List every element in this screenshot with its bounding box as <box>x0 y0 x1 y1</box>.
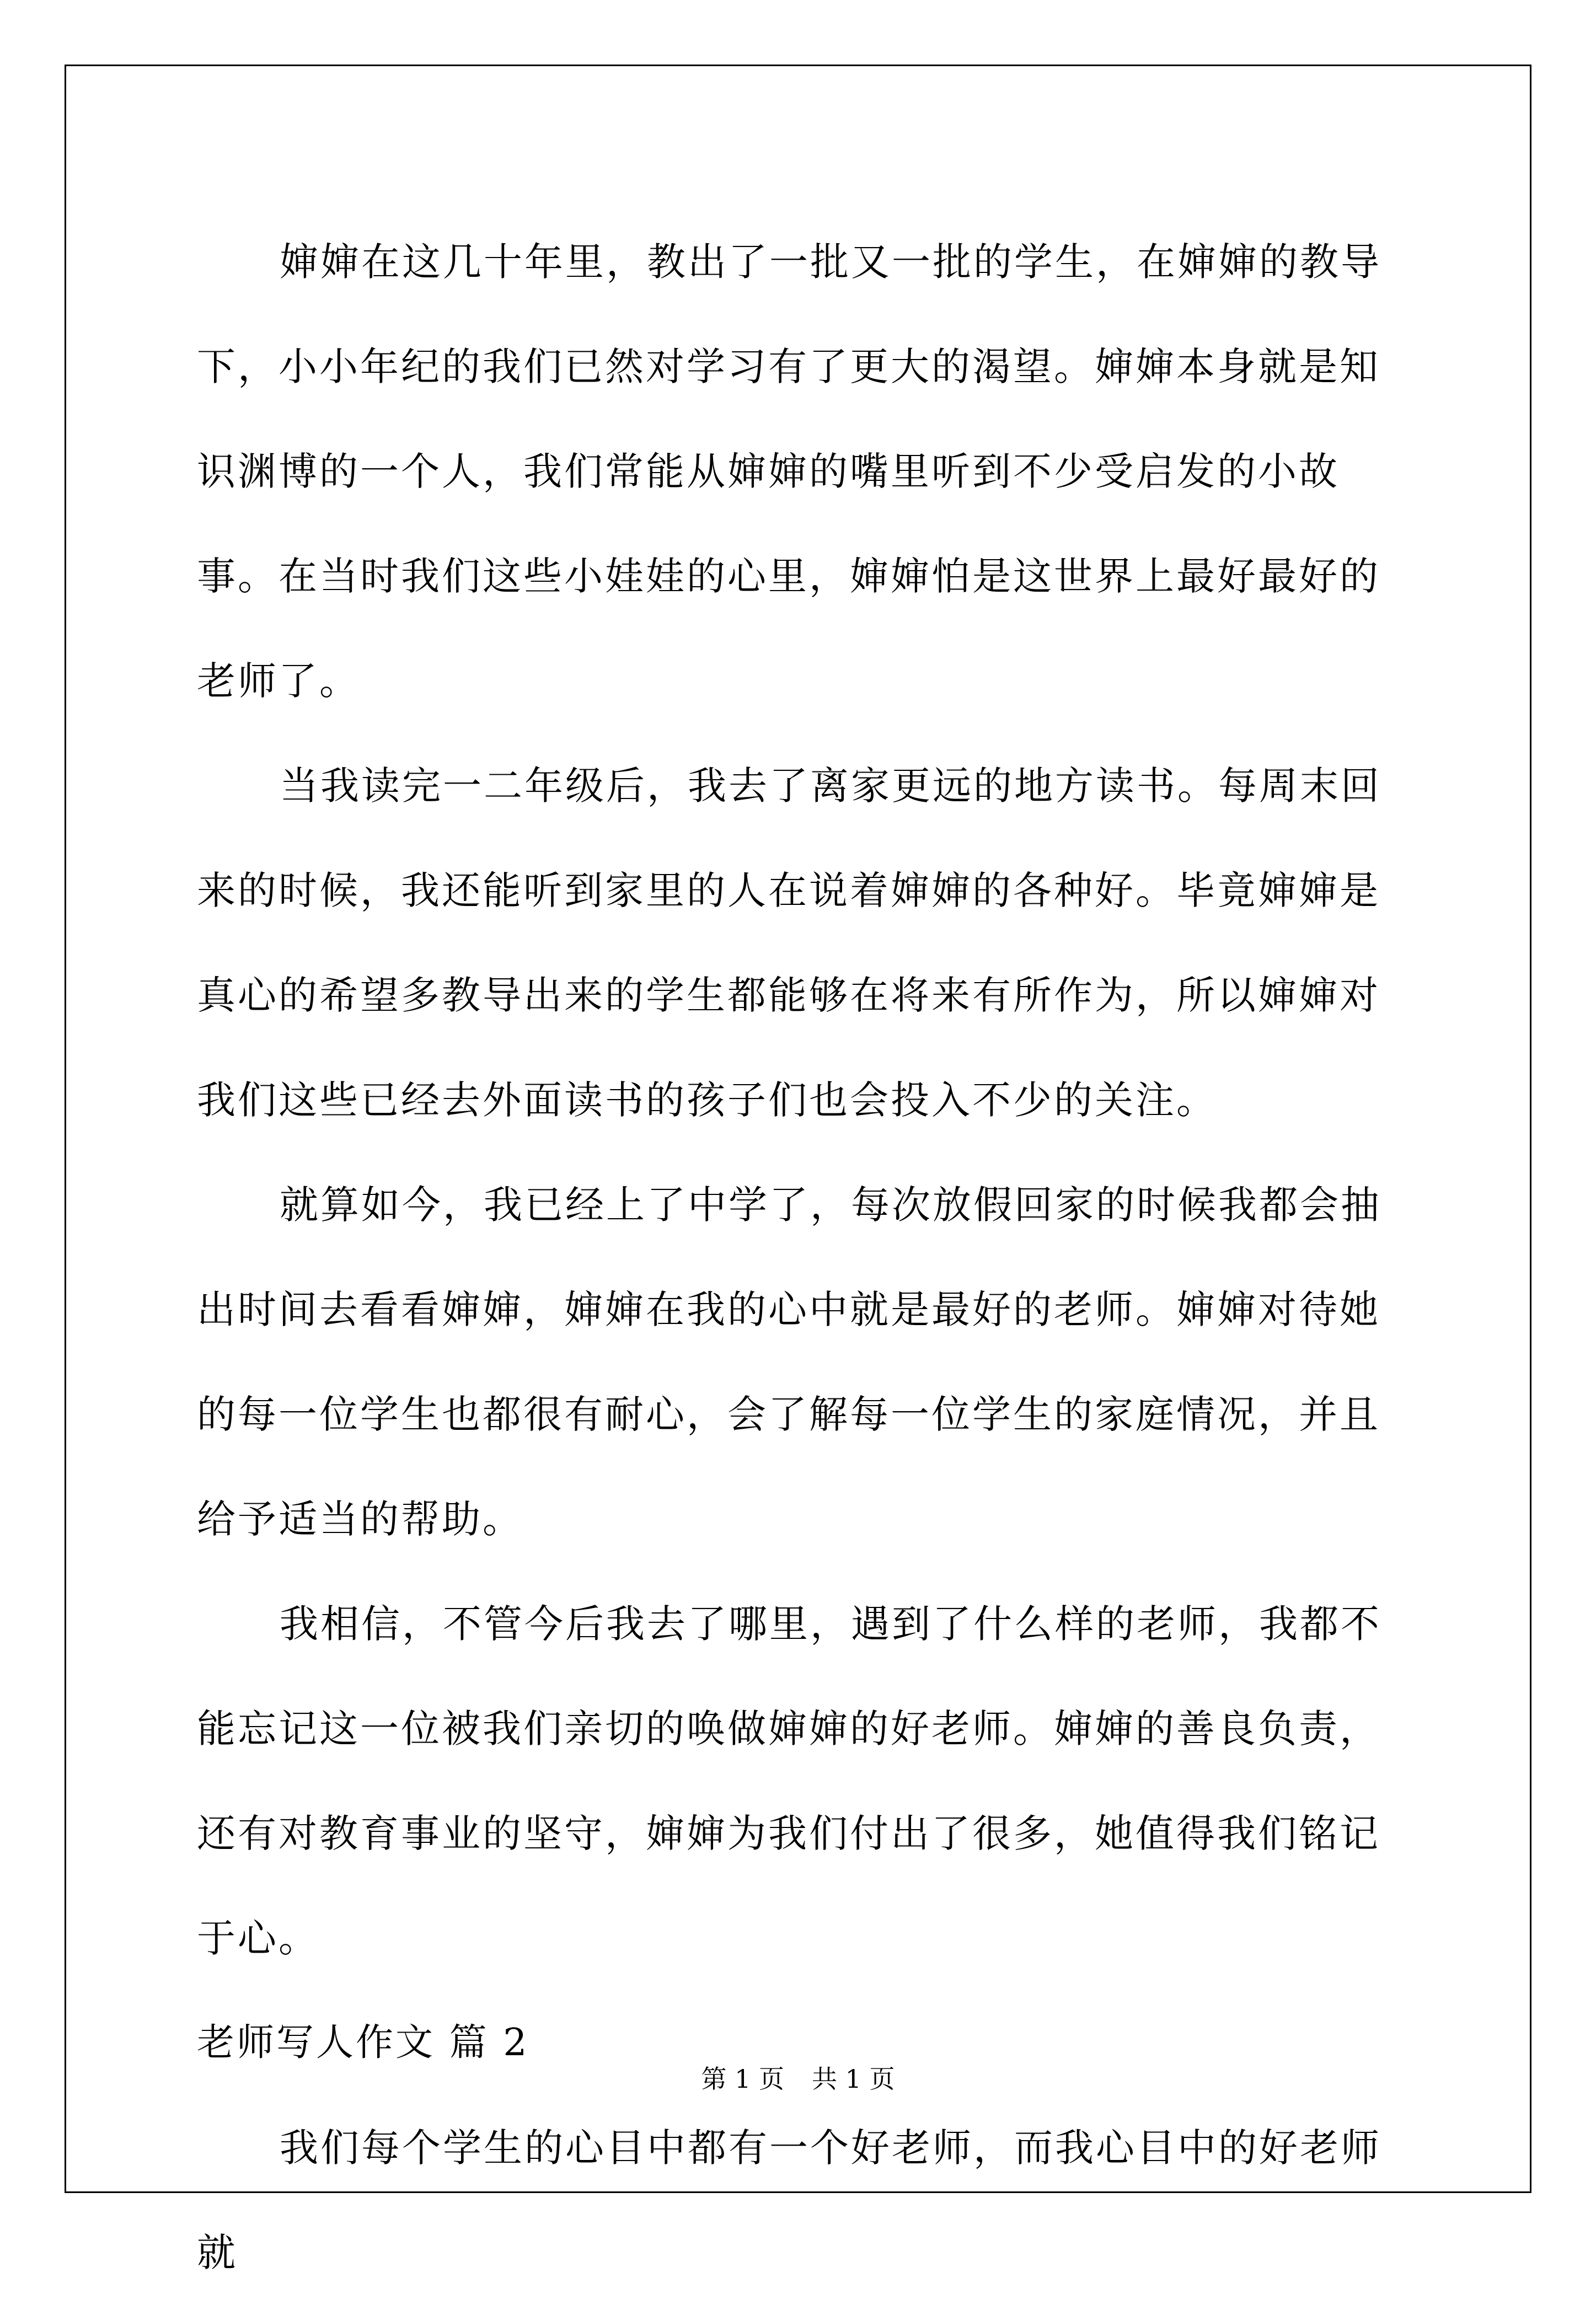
paragraph-5: 我们每个学生的心目中都有一个好老师，而我心目中的好老师就 <box>197 2125 1381 2275</box>
page-number: 第 1 页 <box>701 2064 784 2094</box>
document-body <box>197 210 1410 2305</box>
paragraph-2: 当我读完一二年级后，我去了离家更远的地方读书。每周末回来的时候，我还能听到家里的人在说着婶婶的各种好。毕竟婶婶是真心的希望多教导出来的学生都能够在将来有所作为，所以婶婶对我们这些已经去外面读书的孩子们也会投入不少的关注。 <box>197 763 1381 1123</box>
page-total: 共 1 页 <box>812 2064 895 2094</box>
page-footer <box>0 2062 1596 2095</box>
section-heading: 老师写人作文 篇 2 <box>197 2021 529 2065</box>
paragraph-1: 婶婶在这几十年里，教出了一批又一批的学生，在婶婶的教导下，小小年纪的我们已然对学习有了更大的渴望。婶婶本身就是知识渊博的一个人，我们常能从婶婶的嘴里听到不少受启发的小故事。在当时我们这些小娃娃的心里，婶婶怕是这世界上最好最好的老师了。 <box>197 239 1381 704</box>
paragraph-3: 就算如今，我已经上了中学了，每次放假回家的时候我都会抽出时间去看看婶婶，婶婶在我的心中就是最好的老师。婶婶对待她的每一位学生也都很有耐心，会了解每一位学生的家庭情况，并且给予适当的帮助。 <box>197 1182 1381 1542</box>
paragraph-4: 我相信，不管今后我去了哪里，遇到了什么样的老师，我都不能忘记这一位被我们亲切的唤做婶婶的好老师。婶婶的善良负责，还有对教育事业的坚守，婶婶为我们付出了很多，她值得我们铭记于心。 <box>197 1601 1381 1961</box>
